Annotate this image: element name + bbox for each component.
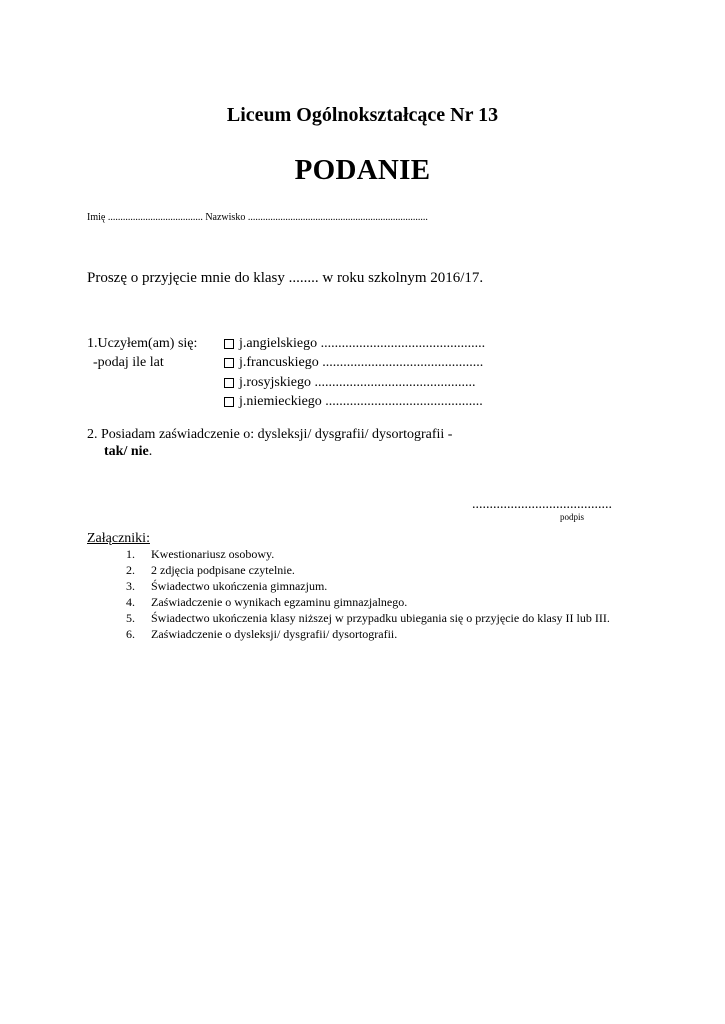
list-number: 3. <box>126 579 135 593</box>
list-text: Świadectwo ukończenia gimnazjum. <box>151 579 328 593</box>
list-number: 2. <box>126 563 135 577</box>
language-label: j.niemieckiego ............................................. <box>239 394 483 409</box>
language-label: j.francuskiego .............................................. <box>239 355 484 370</box>
list-item <box>126 594 626 610</box>
attachments-list <box>126 546 626 642</box>
checkbox-icon[interactable] <box>224 339 234 349</box>
document-title: PODANIE <box>294 154 431 186</box>
list-number: 5. <box>126 611 135 625</box>
languages-question-label: 1.Uczyłem(am) się: <box>87 336 198 351</box>
name-surname-field: Imię ...................................... Nazwisko ........................................................................ <box>87 212 428 223</box>
request-statement: Proszę o przyjęcie mnie do klasy ........ w roku szkolnym 2016/17. <box>87 270 484 286</box>
dyslexia-answer <box>104 444 152 460</box>
list-item <box>126 562 626 578</box>
list-text: Kwestionariusz osobowy. <box>151 547 275 561</box>
checkbox-icon[interactable] <box>224 397 234 407</box>
checkbox-icon[interactable] <box>224 358 234 368</box>
school-name: Liceum Ogólnokształcące Nr 13 <box>226 104 499 126</box>
language-option-french[interactable] <box>224 355 483 371</box>
dyslexia-question: 2. Posiadam zaświadczenie o: dysleksji/ dysgrafii/ dysortografii - <box>87 427 453 442</box>
list-item <box>126 610 626 626</box>
list-number: 4. <box>126 595 135 609</box>
list-number: 1. <box>126 547 135 561</box>
attachments-heading: Załączniki: <box>87 531 150 546</box>
answer-end: . <box>148 444 153 459</box>
list-item <box>126 626 626 642</box>
signature-line: ........................................ <box>472 497 612 512</box>
list-text: Zaświadczenie o wynikach egzaminu gimnazjalnego. <box>151 595 408 609</box>
checkbox-icon[interactable] <box>224 378 234 388</box>
language-label: j.rosyjskiego .............................................. <box>239 375 476 390</box>
answer-no: nie <box>130 444 149 459</box>
list-text: Świadectwo ukończenia klasy niższej w przypadku ubiegania się o przyjęcie do klasy II lub III. <box>151 611 610 625</box>
language-option-german[interactable] <box>224 394 483 410</box>
list-item <box>126 578 626 594</box>
answer-yes: tak/ <box>104 444 128 459</box>
language-option-english[interactable] <box>224 336 485 352</box>
list-text: Zaświadczenie o dysleksji/ dysgrafii/ dysortografii. <box>151 627 398 641</box>
language-option-russian[interactable] <box>224 375 475 391</box>
signature-label: podpis <box>560 512 585 522</box>
languages-question-sublabel: -podaj ile lat <box>93 355 164 370</box>
language-label: j.angielskiego ............................................... <box>239 336 486 351</box>
list-number: 6. <box>126 627 135 641</box>
list-text: 2 zdjęcia podpisane czytelnie. <box>151 563 295 577</box>
list-item <box>126 546 626 562</box>
